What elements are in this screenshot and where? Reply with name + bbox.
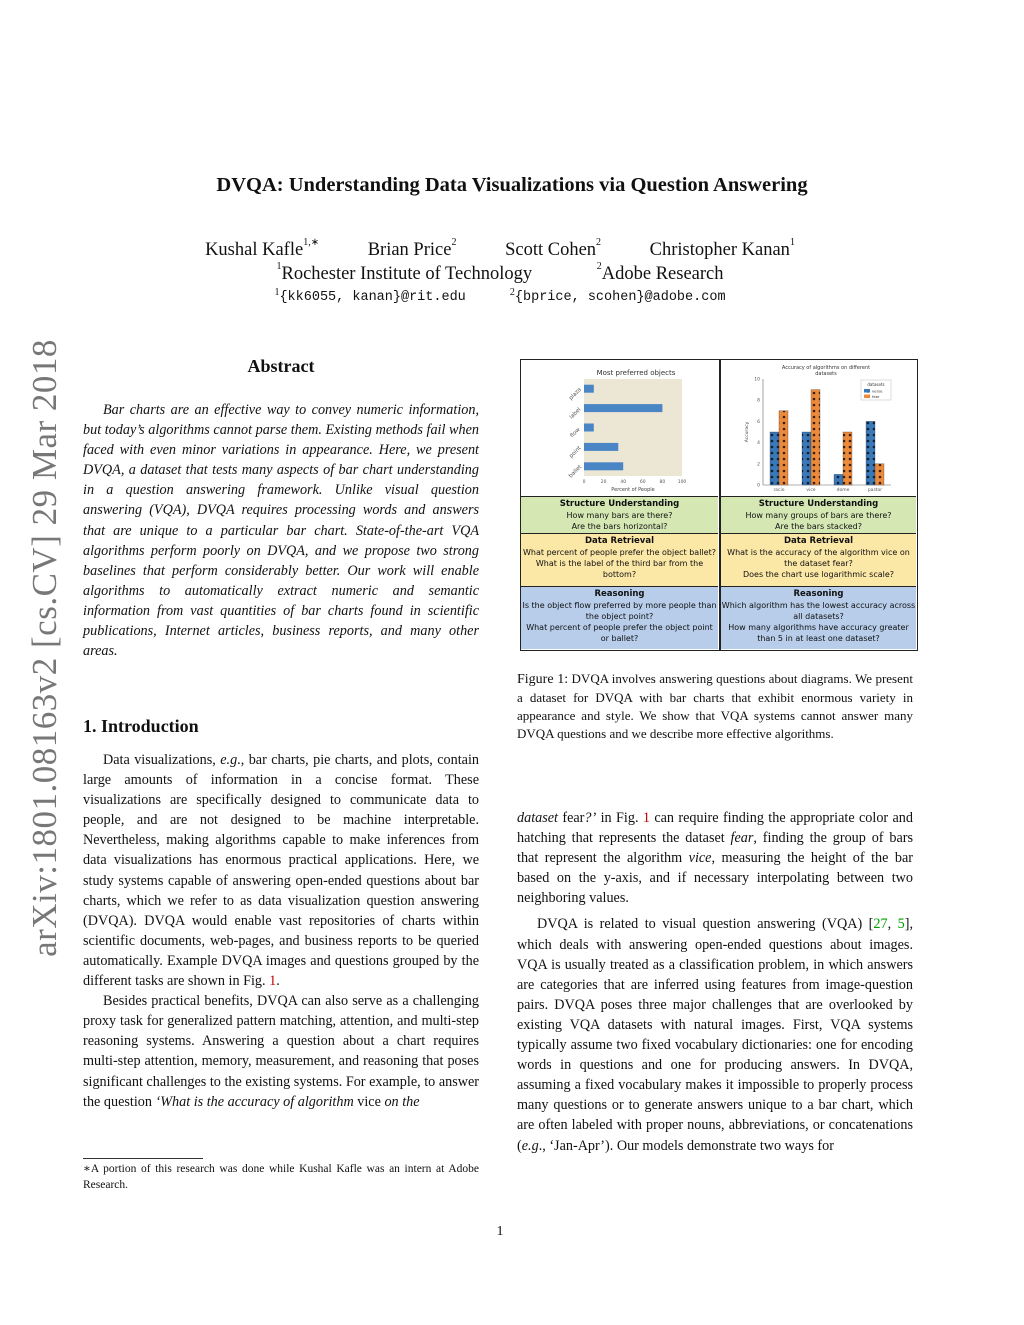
bar-dome-fear [843,432,852,485]
x-tick-label: 0 [582,480,586,485]
x-tick-label: vice [806,488,816,493]
box-title: Reasoning [594,589,645,599]
question: What percent of people prefer the object ballet? [523,548,716,557]
right-paragraph-1: dataset fear?’ in Fig. 1 can require finding the appropriate color and hatching that represents the dataset fear, finding the group of bars that represent the algorithm vice, measuring the height of the bar based on the y-axis, and if necessary interpolating between two neighboring values. [517,810,913,907]
bar-flow [584,424,594,432]
footnote: ∗A portion of this research was done while Kushal Kafle was an intern at Adobe Research. [83,1163,479,1191]
question: Which algorithm has the lowest accuracy across all datasets? [721,601,916,621]
figure-panel-right [720,359,918,651]
bar-label [584,404,662,412]
left-column-body [83,750,479,1112]
email-list [0,287,1000,305]
author-name: Scott Cohen$^2$ [505,237,602,260]
affiliation: $^1$Rochester Institute of Technology [276,261,533,284]
question: Are the bars stacked? [775,522,862,531]
x-tick-label: 100 [677,480,687,485]
bar-pastor-fear [875,464,884,485]
question: How many algorithms have accuracy greater than 5 in at least one dataset? [728,623,909,643]
author-name: Brian Price$^2$ [367,237,457,260]
y-tick-label: 6 [757,419,760,425]
figure-caption: Figure 1: DVQA involves answering questions about diagrams. We present a dataset for DVQA with bar charts that exhibit enormous variety in appearance and style. We show that VQA systems cannot answer many DVQA questions and we describe more effective algorithms. [517,671,913,741]
paper-title: DVQA: Understanding Data Visualizations via Question Answering [216,174,808,196]
figure-panel-left [520,359,720,651]
intro-paragraph-1: Data visualizations, e.g., bar charts, pie charts, and plots, contain large amounts of information in a concise format. These visualizations are specifically designed to communicate data to people, and are not designed to be machine interpretable. Nevertheless, making algorithms capable to make inferences from data visualizations has enormous practical applications. Here, we study systems capable of answering open-ended questions about bar charts, which we refer to as data visualization question answering (DVQA). DVQA would enable vast repositories of charts within scientific documents, web-pages, and business reports to be queried automatically. Example DVQA images and questions grouped by the different tasks are shown in Fig. 1. [83,752,479,990]
box-title: Data Retrieval [784,536,853,546]
arxiv-stamp: arXiv:1801.08163v2 [cs.CV] 29 Mar 2018 [25,339,64,957]
y-axis-label: Accuracy [745,421,750,443]
data-retrieval-box [721,533,916,586]
y-tick-label: 0 [757,483,760,489]
bar-dome-verse [834,474,843,485]
x-tick-label: 40 [620,480,627,485]
x-tick-label: 60 [639,480,646,485]
reasoning-box [521,586,718,649]
page-number: 1 [496,1224,504,1239]
question: Are the bars horizontal? [571,522,668,531]
legend-title: datasets [867,382,885,387]
legend-swatch-verse [864,389,870,393]
chart-legend [861,380,891,400]
question: What is the label of the third bar from the bottom? [535,559,704,579]
vertical-bar-chart [721,360,916,497]
bar-racio-fear [779,411,788,485]
box-title: Data Retrieval [585,536,654,546]
horizontal-bar-chart [521,360,718,497]
box-title: Structure Understanding [758,499,879,509]
y-tick-label: 10 [754,377,760,383]
x-tick-label: racio [773,488,785,493]
x-axis-label: Percent of People [611,487,655,493]
intro-paragraph-2: Besides practical benefits, DVQA can also serve as a challenging proxy task for generalized pattern matching, attention, and multi-step reasoning systems. Answering a question about a chart requires multi-step attention, memory, measurement, and reasoning that poses significant challenges to the existing systems. For example, to answer the question ‘What is the accuracy of algorithm vice on the [83,993,479,1110]
y-tick-label: ballet [567,464,584,480]
data-retrieval-box [521,533,718,586]
question: What percent of people prefer the object point or ballet? [526,623,713,643]
legend-swatch-fear [864,395,870,399]
legend-label-fear: fear [872,394,880,399]
question: Does the chart use logarithmic scale? [742,570,895,579]
right-paragraph-2: DVQA is related to visual question answering (VQA) [27, 5], which deals with answering open-ended questions about images. VQA is usually treated as a classification problem, in which answers are categories that are inferred using features from image-question pairs. DVQA poses three major challenges that are overlooked by existing VQA datasets with natural images. First, VQA systems typically assume two fixed vocabulary dictionaries: one for encoding words in questions and one for producing answers. In DVQA, assuming a fixed vocabulary makes it impossible to properly process many questions or to generate answers unique to a bar chart, which are often labeled with proper nouns, abbreviations, or concatenations (e.g., ‘Jan-Apr’). Our models demonstrate two ways for [517,916,914,1154]
chart-title: Accuracy of algorithms on different [781,365,871,371]
y-tick-label: label [568,406,583,421]
bar-point [584,443,618,451]
y-tick-label: plaza [568,386,583,402]
y-tick-label: point [568,445,583,460]
bar-pastor-verse [866,421,875,485]
right-column-body [517,808,913,1156]
footnote-rule [83,1158,203,1159]
author-list [0,237,1000,261]
structure-understanding-box [521,496,718,533]
chart-title: Most preferred objects [596,369,676,377]
box-title: Reasoning [793,589,844,599]
figure-ref-link[interactable]: 1 [269,973,277,990]
affiliation-list [0,261,1000,285]
legend-label-verse: verse [872,388,883,394]
question: How many groups of bars are there? [745,511,892,520]
figure-ref-link[interactable]: 1 [642,810,650,826]
bar-racio-verse [770,432,779,485]
author-name: Kushal Kafle$^{1,∗}$ [205,237,320,260]
bar-plaza [584,385,594,393]
box-title: Structure Understanding [559,499,680,509]
email: $^1${kk6055, kanan}@rit.edu [274,287,466,305]
reasoning-box [721,586,916,649]
bar-ballet [584,462,623,470]
question: Is the object flow preferred by more people than the object point? [522,601,717,621]
chart-title: datasets [815,371,837,377]
abstract-text: Bar charts are an effective way to convey numeric information, but today’s algorithms cannot parse them. Existing methods fail when faced with even minor variations in appearance. Here, we present DVQA, a dataset that tests many aspects of bar chart understanding in a question answering framework. Unlike visual question answering (VQA), DVQA requires processing words and answers that are unique to a particular bar chart. State-of-the-art VQA algorithms perform poorly on DVQA, and we propose two strong baselines that perform considerably better. Our work will enable algorithms to automatically extract numeric and semantic information from vast quantities of bar charts found in scientific publications, Internet articles, business reports, and many other areas. [83,402,479,660]
question: How many bars are there? [566,511,673,520]
x-tick-label: 80 [659,480,666,485]
x-tick-label: 20 [600,480,607,485]
section-heading-introduction: 1. Introduction [83,716,199,736]
y-tick-label: 8 [757,398,760,404]
author-name: Christopher Kanan$^1$ [649,237,795,260]
plot-background [584,379,682,476]
y-tick-label: flow [569,426,582,440]
y-tick-label: 4 [757,441,760,447]
y-tick-label: 2 [757,462,760,468]
affiliation: $^2$Adobe Research [596,261,724,284]
abstract-heading: Abstract [247,356,315,376]
bar-vice-verse [802,432,811,485]
bar-vice-fear [811,390,820,485]
figure-label: Figure 1: [517,672,569,687]
structure-understanding-box [721,496,916,533]
email: $^2${bprice, scohen}@adobe.com [509,287,726,305]
citation-link[interactable]: 5 [897,916,905,933]
citation-link[interactable]: 27 [873,916,888,933]
question: What is the accuracy of the algorithm vice on the dataset fear? [727,548,910,568]
x-tick-label: pastor [867,488,883,493]
x-tick-label: dome [836,488,850,493]
